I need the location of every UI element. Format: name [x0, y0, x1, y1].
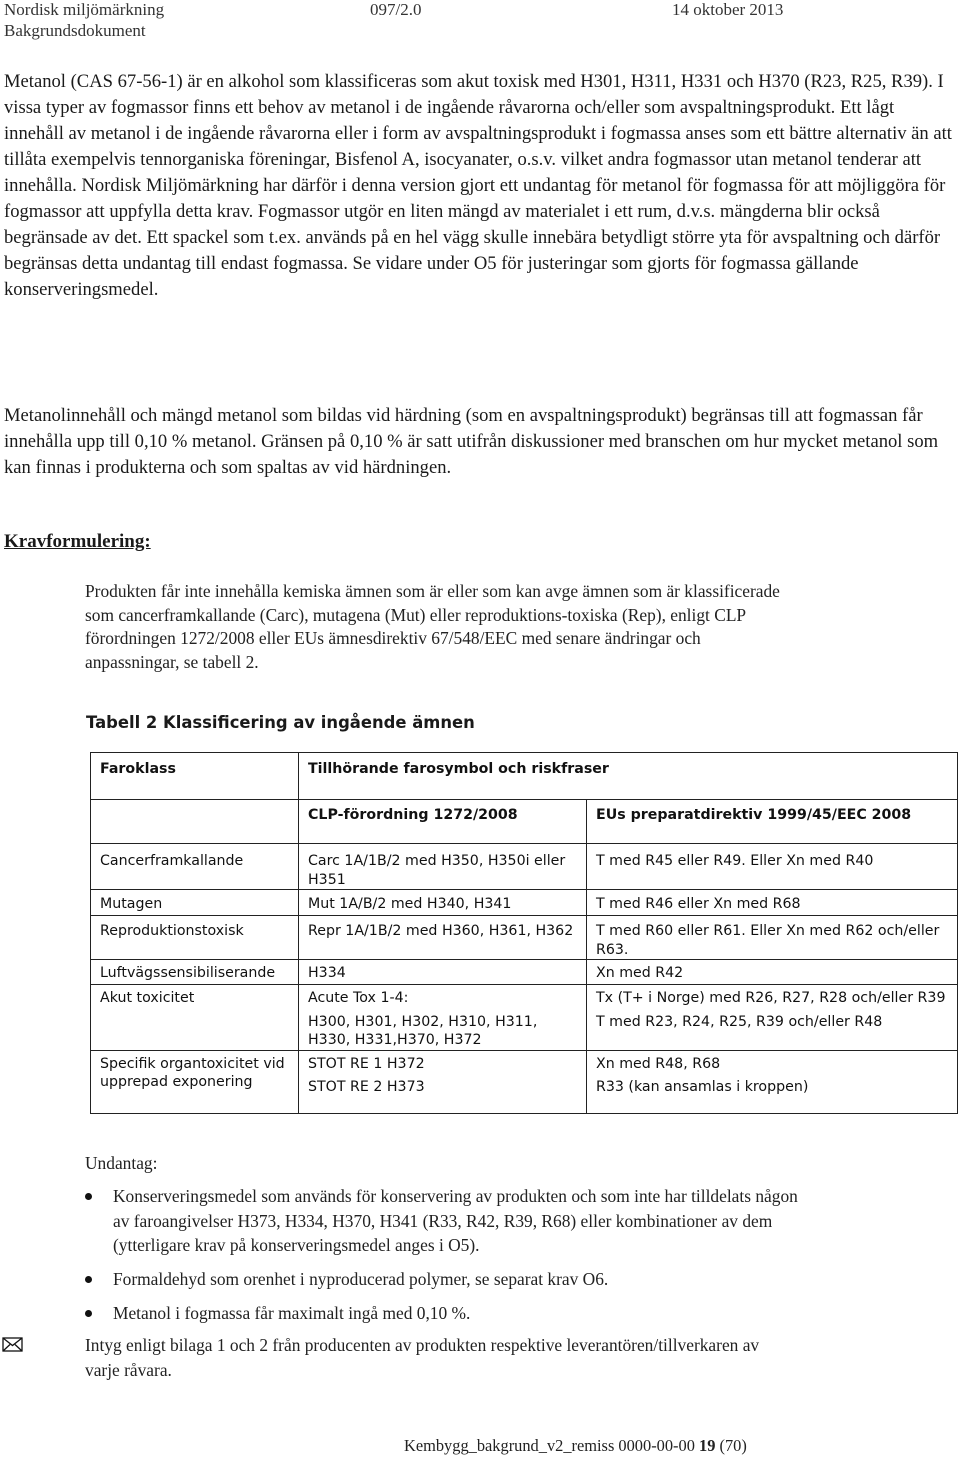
table-header-row: [91, 753, 958, 800]
table-subheader-clp: CLP-förordning 1272/2008: [299, 800, 587, 844]
table-cell-clp: [299, 1050, 587, 1113]
table-cell-eu-line2: T med R23, R24, R25, R39 och/eller R48: [596, 1013, 883, 1030]
bullet-icon: [85, 1276, 92, 1283]
table-cell-clp-line2: H300, H301, H302, H310, H311, H330, H331,H370, H372: [308, 1013, 538, 1048]
table-cell-eu: [587, 985, 958, 1051]
table-cell-eu: T med R45 eller R49. Eller Xn med R40: [587, 844, 958, 890]
footer-page-number: 19: [699, 1436, 716, 1455]
table-cell-class: Luftvägssensibiliserande: [91, 960, 299, 985]
exception-text: Konserveringsmedel som används för konservering av produkten och som inte har tilldelats någon av faroangivelser H373, H334, H370, H341 (R33, R42, R39, R68) eller kombinationer av dem (ytterligare krav på konserveringsmedel anges i O5).: [113, 1186, 798, 1255]
table-cell-class: Akut toxicitet: [91, 985, 299, 1051]
requirement-text: Produkten får inte innehålla kemiska ämnen som är eller som kan avge ämnen som är klassificerade som cancerframkallande (Carc), mutagena (Mut) eller reproduktions-toxiska (Rep), enligt CLP förordningen 1272/2008 eller EUs ämnesdirektiv 67/548/EEC med senare ändringar och anpassningar, se tabell 2.: [85, 581, 780, 673]
table-cell-clp-line2: STOT RE 2 H373: [308, 1079, 425, 1095]
table-row: [91, 985, 958, 1051]
table-cell-clp-line1: Acute Tox 1-4:: [308, 990, 409, 1006]
envelope-icon: [2, 1336, 24, 1354]
table-subheader-eu: EUs preparatdirektiv 1999/45/EEC 2008: [587, 800, 958, 844]
table-cell-eu-line1: Tx (T+ i Norge) med R26, R27, R28 och/eller R39: [596, 990, 946, 1006]
table-subheader-row: [91, 800, 958, 844]
header-version: 097/2.0: [370, 0, 422, 19]
bullet-icon: [85, 1193, 92, 1200]
bullet-icon: [85, 1310, 92, 1317]
table-cell-eu: Xn med R42: [587, 960, 958, 985]
header-doctype: Bakgrundsdokument: [4, 21, 146, 40]
table-cell-clp: Mut 1A/B/2 med H340, H341: [299, 890, 587, 916]
body-paragraph-1: Metanol (CAS 67-56-1) är en alkohol som klassificeras som akut toxisk med H301, H311, H331 och H370 (R23, R25, R39). I vissa typer av fogmassor finns ett behov av metanol i de ingående råvarorna och/eller som avspaltningsprodukt. Ett lågt innehåll av metanol i de ingående råvarorna eller i form av avspaltningsprodukt i fogmassa anses som ett bättre alternativ än att tillåta exempelvis tennorganiska föreningar, Bisfenol A, isocyanater, o.s.v. vilket andra fogmassor utan metanol tenderar att innehålla. Nordisk Miljömärkning har därför i denna version gjort ett undantag för metanol för fogmassa för att möjliggöra för fogmassor att uppfylla detta krav. Fogmassor utgör en liten mängd av materialet i ett rum, d.v.s. mängderna blir också begränsade av det. Ett spackel som t.ex. används på en hel vägg skulle innebära betydligt större yta för avspaltning och därför begränsas detta undantag till endast fogmassa. Se vidare under O5 för justeringar som gjorts för fogmassa gällande konserveringsmedel.: [4, 71, 952, 300]
table-cell-eu: T med R46 eller Xn med R68: [587, 890, 958, 916]
table-cell-eu-line2: R33 (kan ansamlas i kroppen): [596, 1079, 809, 1095]
table-cell-clp: H334: [299, 960, 587, 985]
section-heading: Kravformulering:: [4, 531, 151, 552]
table-cell-class: Cancerframkallande: [91, 844, 299, 890]
table-row: [91, 1050, 958, 1113]
table-row: [91, 960, 958, 985]
page-footer: [404, 1436, 747, 1456]
table-cell-clp: Repr 1A/1B/2 med H360, H361, H362: [299, 916, 587, 960]
table-header-symbols: Tillhörande farosymbol och riskfraser: [299, 753, 958, 800]
table-cell-eu-line1: Xn med R48, R68: [596, 1055, 721, 1072]
exception-text: Formaldehyd som orenhet i nyproducerad polymer, se separat krav O6.: [113, 1269, 609, 1289]
verification-text: Intyg enligt bilaga 1 och 2 från producenten av produkten respektive leverantören/tillverkaren av varje råvara.: [85, 1335, 760, 1380]
table-cell-eu: [587, 1050, 958, 1113]
table-header-class: Faroklass: [91, 753, 299, 800]
table-row: [91, 890, 958, 916]
table-cell-class: Reproduktionstoxisk: [91, 916, 299, 960]
classification-table: [90, 752, 958, 1114]
table-cell-clp: Carc 1A/1B/2 med H350, H350i eller H351: [299, 844, 587, 890]
footer-docname: Kembygg_bakgrund_v2_remiss 0000-00-00: [404, 1436, 695, 1455]
exception-text: Metanol i fogmassa får maximalt ingå med 0,10 %.: [113, 1303, 471, 1323]
table-cell-class: Mutagen: [91, 890, 299, 916]
table-subheader-empty: [91, 800, 299, 844]
table-row: [91, 844, 958, 890]
table-cell-class: Specifik organtoxicitet vid upprepad exponering: [91, 1050, 299, 1113]
table-cell-clp: [299, 985, 587, 1051]
footer-page-total: (70): [719, 1436, 747, 1455]
table-caption: Tabell 2 Klassificering av ingående ämnen: [86, 713, 475, 732]
body-paragraph-2: Metanolinnehåll och mängd metanol som bildas vid härdning (som en avspaltningsprodukt) begränsas till att fogmassan får innehålla upp till 0,10 % metanol. Gränsen på 0,10 % är satt utifrån diskussioner med branschen om hur mycket metanol som kan finnas i produkterna och som spaltas av vid härdningen.: [4, 405, 939, 478]
exceptions-label: Undantag:: [85, 1153, 158, 1173]
header-org: Nordisk miljömärkning: [4, 0, 165, 19]
table-cell-clp-line1: STOT RE 1 H372: [308, 1055, 425, 1072]
table-row: [91, 916, 958, 960]
header-date: 14 oktober 2013: [672, 0, 784, 19]
table-cell-eu: T med R60 eller R61. Eller Xn med R62 och/eller R63.: [587, 916, 958, 960]
